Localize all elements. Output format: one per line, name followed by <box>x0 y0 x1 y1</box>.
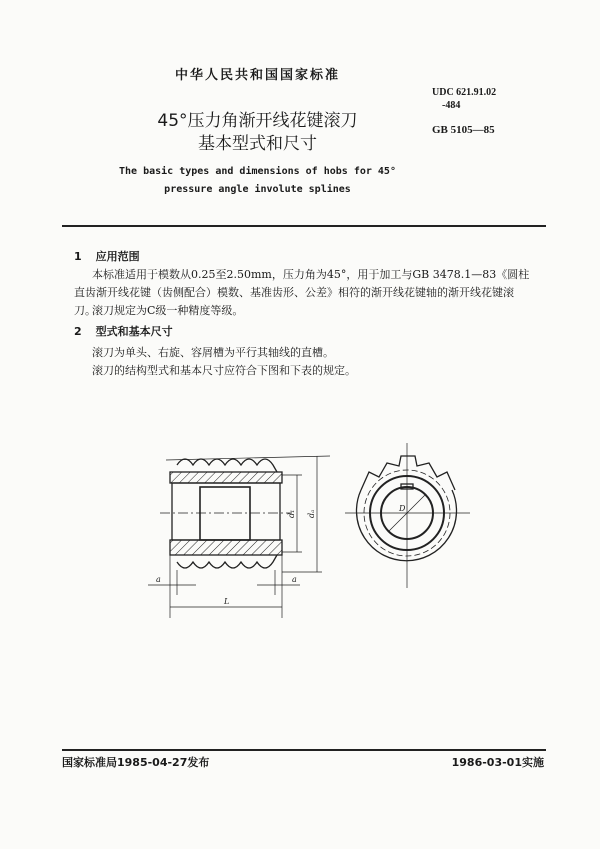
section-2-paragraph-1: 滚刀为单头、右旋、容屑槽为平行其轴线的直槽。 <box>92 346 334 359</box>
section-1-paragraph-2: 滚刀规定为C级一种精度等级。 <box>92 304 244 317</box>
footer-divider <box>62 749 546 751</box>
udc-code: UDC 621.91.02 <box>432 87 497 98</box>
hob-side-view <box>148 456 330 618</box>
dimension-label-d1: d₁ <box>287 509 296 518</box>
english-title-line-2: pressure angle involute splines <box>164 184 351 195</box>
section-2-heading: 2 型式和基本尺寸 <box>74 325 173 338</box>
section-1-paragraph-1: 本标准适用于模数从0.25至2.50mm，压力角为45°，用于加工与GB 3478.1—83《圆柱直齿渐开线花键（齿侧配合）模数、基准齿形、公差》相符的渐开线花键轴的渐开线花键滚刀。 <box>74 268 530 317</box>
gb-number: GB 5105—85 <box>432 124 495 136</box>
dimension-label-da: dₐ <box>307 509 316 518</box>
hob-end-view <box>345 443 470 588</box>
org-title: 中华人民共和国国家标准 <box>174 68 340 83</box>
section-1-heading: 1 应用范围 <box>74 250 140 263</box>
title-line-1: 45°压力角渐开线花键滚刀 <box>157 111 358 131</box>
issue-date: 国家标准局1985-04-27发布 <box>62 756 210 769</box>
dimension-label-a-right: a <box>292 575 297 584</box>
dimension-label-bore: D <box>399 504 406 513</box>
english-title-line-1: The basic types and dimensions of hobs for 45° <box>119 166 396 177</box>
dimension-label-a-left: a <box>156 575 161 584</box>
udc-code-suffix: -484 <box>442 100 461 111</box>
title-line-2: 基本型式和尺寸 <box>198 134 317 154</box>
section-2-paragraph-2: 滚刀的结构型式和基本尺寸应符合下图和下表的规定。 <box>92 364 356 377</box>
dimension-label-length: L <box>224 597 230 606</box>
effective-date: 1986-03-01实施 <box>451 756 544 769</box>
